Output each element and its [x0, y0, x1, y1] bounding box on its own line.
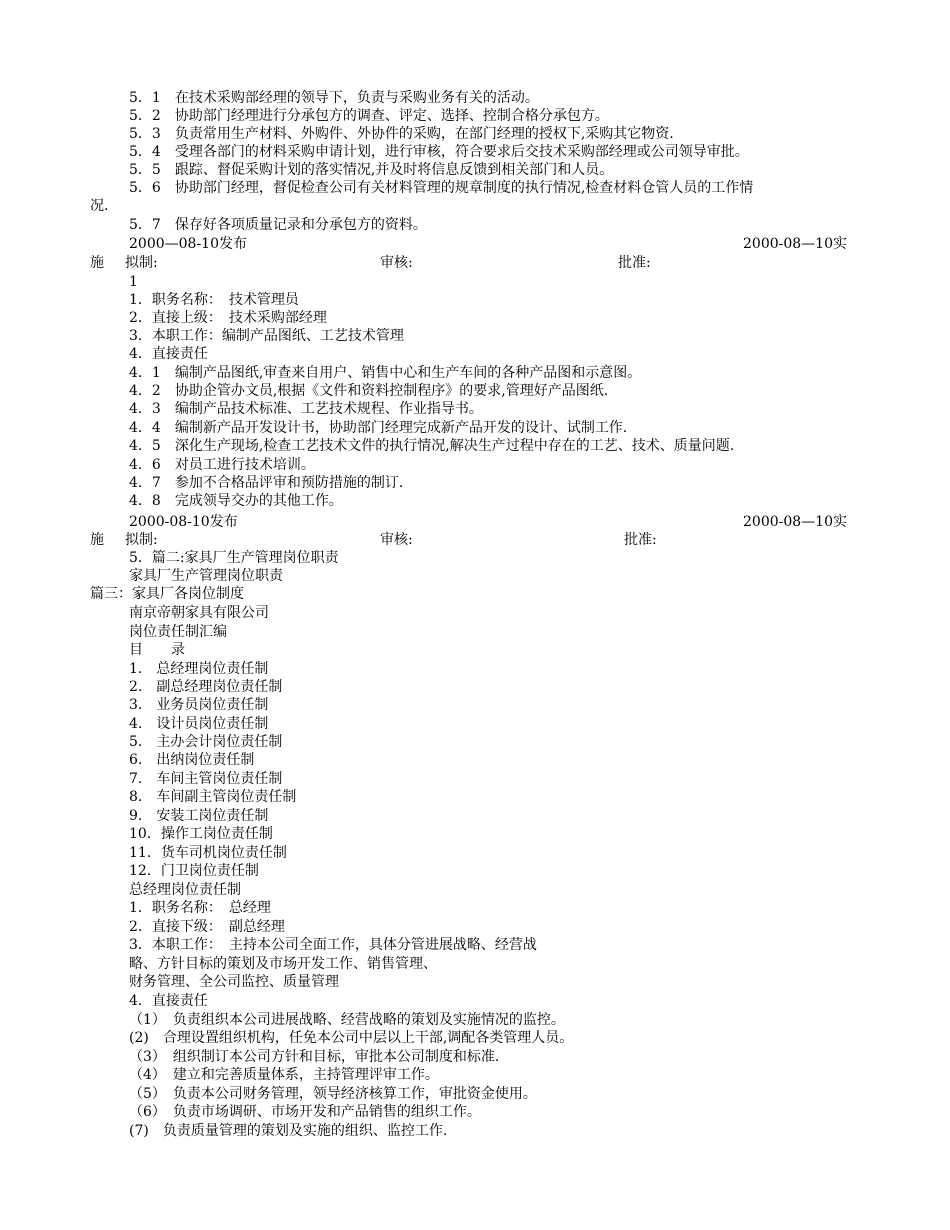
tech-duty-4-4: 4．4 编制新产品开发设计书，协助部门经理完成新产品开发的设计、试制工作. — [129, 420, 628, 436]
effective-date: 2000-08—10实 — [743, 514, 847, 530]
draft-label: 拟制: — [125, 532, 158, 548]
tech-duty-4-8: 4．8 完成领导交办的其他工作。 — [129, 493, 343, 509]
review-label: 审核: — [380, 532, 413, 548]
toc-item: 2. 副总经理岗位责任制 — [129, 679, 283, 695]
toc-item: 11．货车司机岗位责任制 — [129, 845, 287, 861]
gm-duty-7: (7) 负责质量管理的策划及实施的组织、监控工作. — [129, 1123, 448, 1139]
tech-duty-4-2: 4．2 协助企管办文员,根据《文件和资料控制程序》的要求,管理好产品图纸. — [129, 383, 609, 399]
tech-line-1: 1．职务名称： 技术管理员 — [129, 292, 299, 308]
toc-item: 1. 总经理岗位责任制 — [129, 661, 269, 677]
gm-line-3-cont2: 财务管理、全公司监控、质量管理 — [129, 974, 339, 990]
tech-line-2: 2．直接上级： 技术采购部经理 — [129, 310, 327, 326]
tech-duty-4-7: 4．7 参加不合格品评审和预防措施的制订. — [129, 475, 404, 491]
duty-5-6-cont: 况. — [90, 198, 109, 214]
duty-5-3: 5．3 负责常用生产材料、外购件、外协件的采购，在部门经理的授权下,采购其它物资. — [129, 126, 674, 142]
gm-duty-4: （4） 建立和完善质量体系，主持管理评审工作。 — [129, 1067, 439, 1083]
company-name: 南京帝朝家具有限公司 — [129, 605, 269, 621]
toc-item: 10．操作工岗位责任制 — [129, 826, 273, 842]
gm-duty-2: (2) 合理设置组织机构，任免本公司中层以上干部,调配各类管理人员。 — [129, 1030, 574, 1046]
publish-date: 2000—08-10发布 — [129, 236, 247, 252]
toc-item: 3. 业务员岗位责任制 — [129, 697, 269, 713]
toc-item: 9. 安装工岗位责任制 — [129, 808, 269, 824]
duty-5-1: 5．1 在技术采购部经理的领导下，负责与采购业务有关的活动。 — [129, 90, 539, 106]
toc-item: 5. 主办会计岗位责任制 — [129, 734, 283, 750]
tech-line-4: 4．直接责任 — [129, 346, 208, 362]
effective-cont: 施 — [90, 255, 104, 271]
duty-5-5: 5．5 跟踪、督促采购计划的落实情况,并及时将信息反馈到相关部门和人员。 — [129, 162, 614, 178]
gm-line-3-cont: 略、方针目标的策划及市场开发工作、销售管理、 — [129, 956, 437, 972]
review-label: 审核: — [380, 255, 413, 271]
duty-5-2: 5．2 协助部门经理进行分承包方的调查、评定、选择、控制合格分承包方。 — [129, 108, 609, 124]
toc-heading: 目 录 — [129, 642, 185, 658]
part3-heading: 篇三：家具厂各岗位制度 — [90, 586, 244, 602]
page-number: 1 — [129, 274, 138, 290]
tech-line-3: 3．本职工作：编制产品图纸、工艺技术管理 — [129, 328, 404, 344]
approve-label: 批准: — [618, 255, 651, 271]
part2-line: 5．篇二:家具厂生产管理岗位职责 — [129, 550, 339, 566]
toc-item: 12．门卫岗位责任制 — [129, 863, 259, 879]
duty-5-6: 5．6 协助部门经理，督促检查公司有关材料管理的规章制度的执行情况,检查材料仓管人员的工作情 — [129, 180, 754, 196]
gm-line-3: 3．本职工作： 主持本公司全面工作，具体分管进展战略、经营战 — [129, 937, 537, 953]
publish-date: 2000-08-10发布 — [129, 514, 238, 530]
approve-label: 批准: — [624, 532, 657, 548]
duty-5-4: 5．4 受理各部门的材料采购申请计划，进行审核，符合要求后交技术采购部经理或公司领导审批。 — [129, 144, 749, 160]
effective-cont: 施 — [90, 532, 104, 548]
tech-duty-4-1: 4．1 编制产品图纸,审查来自用户、销售中心和生产车间的各种产品图和示意图。 — [129, 365, 642, 381]
draft-label: 拟制: — [125, 255, 158, 271]
toc-item: 6. 出纳岗位责任制 — [129, 752, 255, 768]
tech-duty-4-6: 4．6 对员工进行技术培训。 — [129, 457, 315, 473]
gm-duty-6: （6） 负责市场调研、市场开发和产品销售的组织工作。 — [129, 1104, 481, 1120]
gm-line-4: 4．直接责任 — [129, 993, 208, 1009]
gm-line-2: 2．直接下级： 副总经理 — [129, 919, 285, 935]
toc-item: 7. 车间主管岗位责任制 — [129, 771, 283, 787]
toc-item: 4. 设计员岗位责任制 — [129, 716, 269, 732]
duty-5-7: 5．7 保存好各项质量记录和分承包方的资料。 — [129, 217, 427, 233]
effective-date: 2000-08—10实 — [743, 236, 847, 252]
gm-title: 总经理岗位责任制 — [129, 882, 241, 898]
tech-duty-4-5: 4．5 深化生产现场,检查工艺技术文件的执行情况,解决生产过程中存在的工艺、技术、质量问题. — [129, 438, 735, 454]
gm-duty-5: （5） 负责本公司财务管理，领导经济核算工作，审批资金使用。 — [129, 1086, 537, 1102]
gm-duty-1: （1） 负责组织本公司进展战略、经营战略的策划及实施情况的监控。 — [129, 1012, 565, 1028]
toc-item: 8. 车间副主管岗位责任制 — [129, 789, 297, 805]
gm-line-1: 1．职务名称： 总经理 — [129, 900, 271, 916]
gm-duty-3: （3） 组织制订本公司方针和目标，审批本公司制度和标准. — [129, 1049, 500, 1065]
tech-duty-4-3: 4．3 编制产品技术标准、工艺技术规程、作业指导书。 — [129, 401, 483, 417]
part2-title: 家具厂生产管理岗位职责 — [129, 568, 283, 584]
compilation-title: 岗位责任制汇编 — [129, 624, 227, 640]
